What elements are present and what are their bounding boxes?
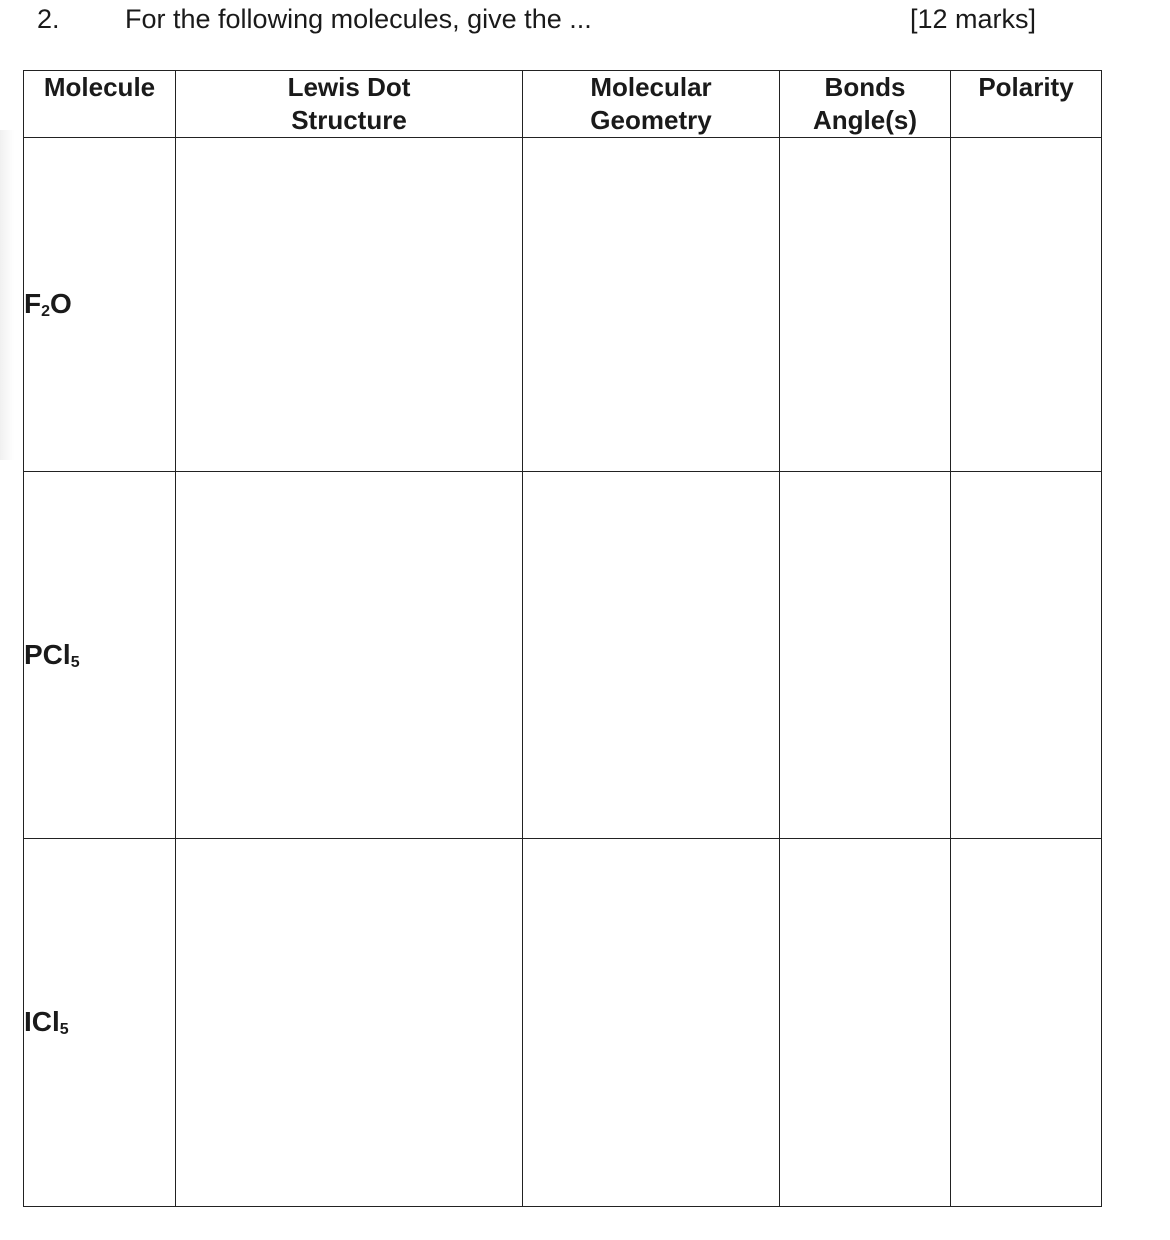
formula-tail: O: [50, 288, 72, 319]
molecule-formula: [24, 639, 80, 670]
header-polarity-label: Polarity: [978, 72, 1074, 102]
table-row: [24, 138, 1102, 472]
lewis-structure-answer-cell[interactable]: [176, 839, 523, 1207]
question-header: [0, 0, 1170, 60]
header-lewis-dot-structure: [176, 71, 523, 138]
table-row: [24, 472, 1102, 839]
header-molecule: [24, 71, 176, 138]
molecule-cell: [24, 138, 176, 472]
formula-subscript: 5: [59, 1021, 69, 1038]
formula-main: ICl: [24, 1006, 60, 1037]
formula-subscript: 2: [41, 303, 51, 320]
header-polarity: [951, 71, 1102, 138]
question-text: For the following molecules, give the ...: [125, 4, 592, 34]
polarity-answer-cell[interactable]: [951, 138, 1102, 472]
header-geometry-line2: Geometry: [590, 105, 712, 135]
page-edge-shadow: [0, 130, 14, 460]
question-number: 2.: [37, 4, 60, 34]
molecule-formula: [24, 288, 72, 319]
molecular-geometry-answer-cell[interactable]: [523, 472, 780, 839]
polarity-answer-cell[interactable]: [951, 472, 1102, 839]
formula-main: F: [24, 288, 42, 319]
bond-angles-answer-cell[interactable]: [780, 472, 951, 839]
lewis-structure-answer-cell[interactable]: [176, 138, 523, 472]
molecular-geometry-answer-cell[interactable]: [523, 839, 780, 1207]
molecule-formula: [24, 1006, 69, 1037]
header-lewis-line1: Lewis Dot: [287, 72, 411, 102]
polarity-answer-cell[interactable]: [951, 839, 1102, 1207]
table-header-row: [24, 71, 1102, 138]
header-molecule-label: Molecule: [43, 72, 156, 102]
bond-angles-answer-cell[interactable]: [780, 839, 951, 1207]
answer-table: [23, 70, 1102, 1207]
header-bond-angles: [780, 71, 951, 138]
header-geometry-line1: Molecular: [590, 72, 712, 102]
header-molecular-geometry: [523, 71, 780, 138]
question-marks: [12 marks]: [910, 4, 1037, 34]
molecule-cell: [24, 839, 176, 1207]
header-bonds-line2: Angle(s): [813, 105, 917, 135]
bond-angles-answer-cell[interactable]: [780, 138, 951, 472]
lewis-structure-answer-cell[interactable]: [176, 472, 523, 839]
formula-subscript: 5: [70, 653, 80, 671]
table-row: [24, 839, 1102, 1207]
molecule-cell: [24, 472, 176, 839]
header-bonds-line1: Bonds: [824, 72, 906, 102]
molecular-geometry-answer-cell[interactable]: [523, 138, 780, 472]
formula-main: PCl: [24, 638, 71, 670]
header-lewis-line2: Structure: [291, 105, 407, 135]
